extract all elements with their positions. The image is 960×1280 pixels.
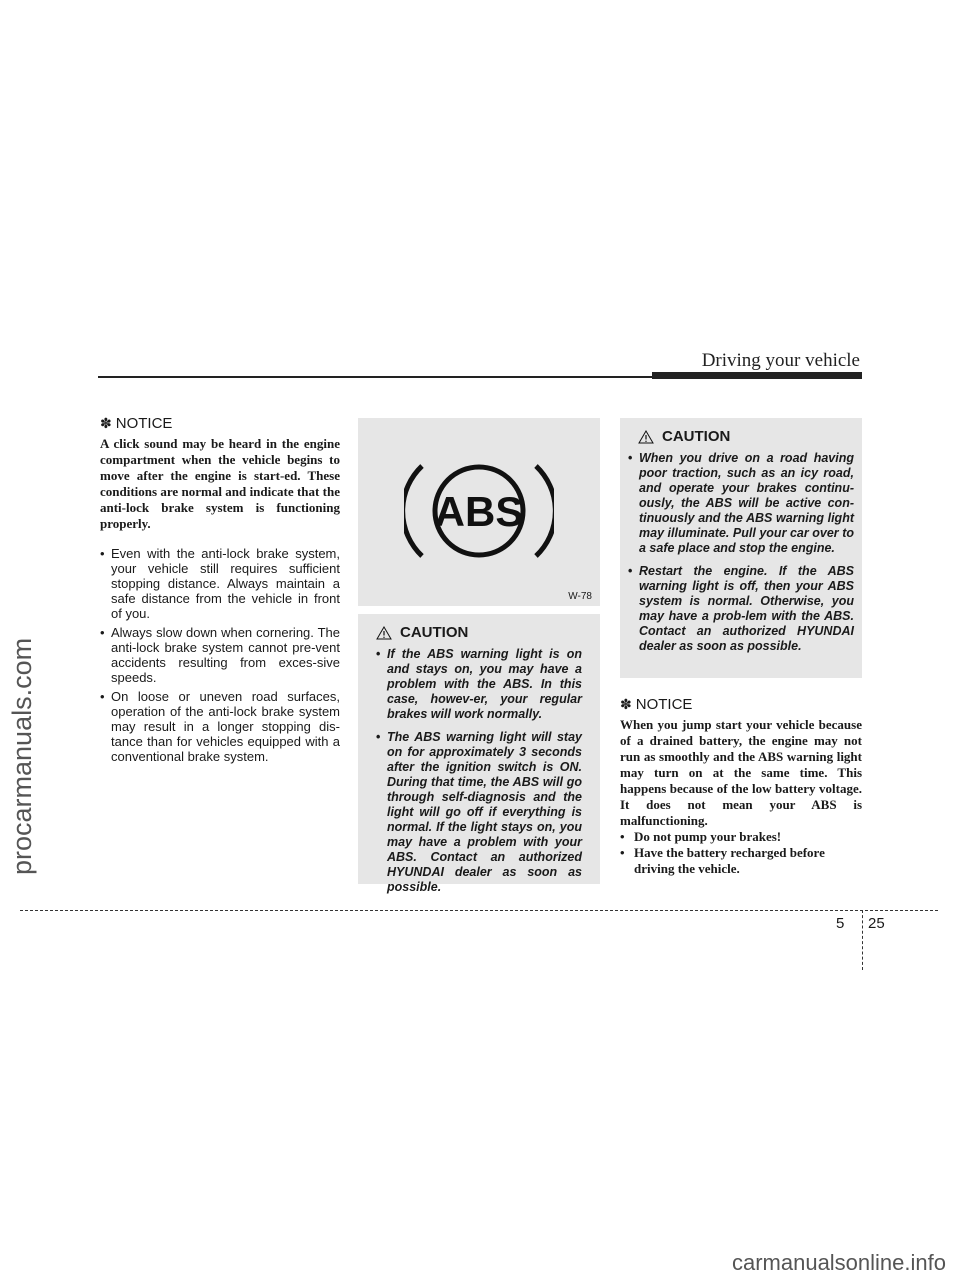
chapter-number: 5 [836,915,845,932]
abs-bullet-list [100,546,340,764]
caution-heading-label: CAUTION [400,624,469,641]
notice-heading-label: NOTICE [115,415,173,432]
caution-box-2 [620,418,862,678]
notice-star-icon: ✽ [100,415,112,431]
header-rule-accent [652,372,862,379]
notice-heading-label: NOTICE [635,696,693,713]
list-item: • When you drive on a road having poor traction, such as an icy road, and operate your brakes continu-ously, the ABS will be active con-tinuously and the ABS warning light may illuminate. Pull your car over to a safe place and stop the engine. [628,451,854,556]
caution-box-1 [358,614,600,894]
list-item: • Do not pump your brakes! [620,829,862,845]
abs-warning-figure [358,418,600,606]
notice-heading [100,415,340,432]
figure-code: W-78 [568,591,592,602]
footer-divider [862,910,863,970]
watermark-left: procarmanuals.com [7,637,37,875]
list-item: • Even with the anti-lock brake system, your vehicle still requires sufficient stopping distance. Always maintain a safe distance from the vehicle in front of you. [100,546,340,621]
caution-list [628,451,854,654]
list-item: • The ABS warning light will stay on for approximately 3 seconds after the ignition switch is ON. During that time, the ABS will go through self-diagnosis and the light will go off if everything is normal. If the light stays on, you may have a problem with your ABS. Contact an authorized HYUNDAI dealer as soon as possible. [376,730,582,895]
list-item: • Restart the engine. If the ABS warning light is off, then your ABS system is normal. Otherwise, you may have a prob-lem with the ABS. Contact an authorized HYUNDAI dealer as soon as possible. [628,564,854,654]
watermark-bottom: carmanualsonline.info [731,1250,946,1275]
notice-text: When you jump start your vehicle because of a drained battery, the engine may not run as smoothly and the ABS warning light may turn on at the same time. This happens because of the low battery voltage. It does not mean your ABS is malfunctioning. [620,717,862,828]
page-number: 25 [868,915,885,932]
header-rule [98,376,654,378]
abs-icon-text: ABS [434,488,524,535]
notice-star-icon: ✽ [620,696,632,712]
warning-triangle-icon [376,626,392,640]
list-item: • If the ABS warning light is on and stays on, you may have a problem with the ABS. In this case, howev-er, your regular brakes will work normally. [376,647,582,722]
caution-heading [638,428,854,445]
battery-notice [620,696,862,877]
abs-warning-light-icon [404,446,554,576]
list-item: • On loose or uneven road surfaces, operation of the anti-lock brake system may result in a longer stopping dis-tance than for vehicles equipped with a conventional brake system. [100,689,340,764]
notice-heading [620,696,862,713]
section-title: Driving your vehicle [701,350,860,371]
caution-list [376,647,582,895]
left-column [100,415,340,768]
notice-list [620,829,862,877]
warning-triangle-icon [638,430,654,444]
list-item: • Have the battery recharged before driving the vehicle. [620,845,862,877]
list-item: • Always slow down when cornering. The anti-lock brake system cannot pre-vent accidents resulting from exces-sive speeds. [100,625,340,685]
caution-heading-label: CAUTION [662,428,731,445]
notice-text: A click sound may be heard in the engine compartment when the vehicle begins to move after the engine is start-ed. These conditions are normal and indicate that the anti-lock brake system is functioning properly. [100,436,340,531]
footer-rule [20,910,938,911]
caution-heading [376,624,582,641]
